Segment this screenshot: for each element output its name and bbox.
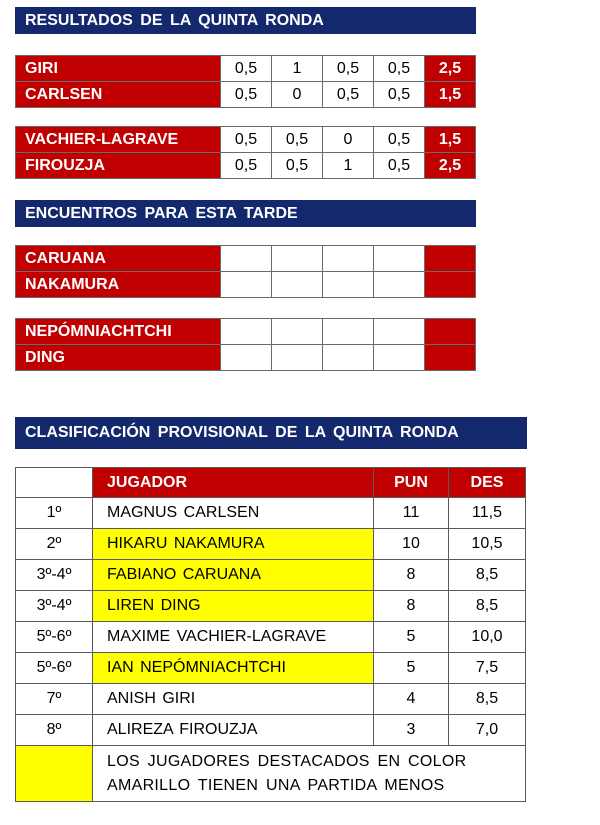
tiebreak-cell: 10,0 bbox=[449, 622, 526, 653]
total-score: 1,5 bbox=[425, 127, 476, 153]
tiebreak-cell: 10,5 bbox=[449, 529, 526, 560]
game-score: 1 bbox=[323, 153, 374, 179]
standings-title: CLASIFICACIÓN PROVISIONAL DE LA QUINTA RONDA bbox=[25, 424, 459, 441]
table-row bbox=[16, 715, 526, 746]
results-banner bbox=[15, 7, 476, 34]
legend-line-2: AMARILLO TIENEN UNA PARTIDA MENOS bbox=[107, 776, 445, 794]
tiebreak-cell: 8,5 bbox=[449, 684, 526, 715]
pairing-row bbox=[16, 319, 476, 345]
position-cell: 5º-6º bbox=[16, 622, 93, 653]
pairings-banner bbox=[15, 200, 476, 227]
standings-table bbox=[15, 467, 526, 802]
points-cell: 10 bbox=[374, 529, 449, 560]
player-cell: ANISH GIRI bbox=[93, 684, 374, 715]
standings-header-row bbox=[16, 468, 526, 498]
position-cell: 3º-4º bbox=[16, 560, 93, 591]
player-name: FIROUZJA bbox=[16, 153, 221, 179]
player-cell: ALIREZA FIROUZJA bbox=[93, 715, 374, 746]
total-score: 2,5 bbox=[425, 153, 476, 179]
empty-score-cell bbox=[323, 246, 374, 272]
points-cell: 11 bbox=[374, 498, 449, 529]
tiebreak-cell: 7,5 bbox=[449, 653, 526, 684]
game-score: 0 bbox=[323, 127, 374, 153]
points-cell: 4 bbox=[374, 684, 449, 715]
player-name: VACHIER-LAGRAVE bbox=[16, 127, 221, 153]
points-cell: 3 bbox=[374, 715, 449, 746]
empty-score-cell bbox=[374, 246, 425, 272]
points-column-header: PUN bbox=[374, 468, 449, 498]
player-cell: MAGNUS CARLSEN bbox=[93, 498, 374, 529]
points-cell: 8 bbox=[374, 591, 449, 622]
result-table-2 bbox=[15, 126, 476, 179]
table-row bbox=[16, 653, 526, 684]
tiebreak-column-header: DES bbox=[449, 468, 526, 498]
player-cell-highlighted: IAN NEPÓMNIACHTCHI bbox=[93, 653, 374, 684]
empty-score-cell bbox=[221, 345, 272, 371]
game-score: 0,5 bbox=[221, 82, 272, 108]
empty-score-cell bbox=[272, 272, 323, 298]
tiebreak-cell: 8,5 bbox=[449, 591, 526, 622]
empty-score-cell bbox=[323, 345, 374, 371]
tiebreak-cell: 11,5 bbox=[449, 498, 526, 529]
game-score: 0,5 bbox=[272, 153, 323, 179]
position-cell: 8º bbox=[16, 715, 93, 746]
table-row bbox=[16, 622, 526, 653]
position-cell: 1º bbox=[16, 498, 93, 529]
table-row bbox=[16, 560, 526, 591]
position-cell: 7º bbox=[16, 684, 93, 715]
game-score: 0,5 bbox=[323, 82, 374, 108]
player-column-header: JUGADOR bbox=[93, 468, 374, 498]
empty-score-cell bbox=[272, 319, 323, 345]
game-score: 0,5 bbox=[374, 127, 425, 153]
empty-total-cell bbox=[425, 319, 476, 345]
game-score: 0,5 bbox=[323, 56, 374, 82]
total-score: 2,5 bbox=[425, 56, 476, 82]
empty-score-cell bbox=[374, 272, 425, 298]
player-name: GIRI bbox=[16, 56, 221, 82]
legend-line-1: LOS JUGADORES DESTACADOS EN COLOR bbox=[107, 752, 467, 770]
empty-score-cell bbox=[272, 345, 323, 371]
legend-text bbox=[93, 746, 526, 802]
result-row bbox=[16, 153, 476, 179]
player-name: NEPÓMNIACHTCHI bbox=[16, 319, 221, 345]
game-score: 0,5 bbox=[221, 153, 272, 179]
pairing-table-1 bbox=[15, 245, 476, 298]
game-score: 0,5 bbox=[221, 56, 272, 82]
player-cell-highlighted: LIREN DING bbox=[93, 591, 374, 622]
position-cell: 3º-4º bbox=[16, 591, 93, 622]
player-cell-highlighted: HIKARU NAKAMURA bbox=[93, 529, 374, 560]
player-name: NAKAMURA bbox=[16, 272, 221, 298]
tiebreak-cell: 8,5 bbox=[449, 560, 526, 591]
result-row bbox=[16, 56, 476, 82]
game-score: 0,5 bbox=[272, 127, 323, 153]
empty-score-cell bbox=[323, 319, 374, 345]
pairing-row bbox=[16, 246, 476, 272]
game-score: 0,5 bbox=[374, 82, 425, 108]
results-title: RESULTADOS DE LA QUINTA RONDA bbox=[25, 12, 324, 29]
player-name: DING bbox=[16, 345, 221, 371]
result-row bbox=[16, 127, 476, 153]
position-cell: 2º bbox=[16, 529, 93, 560]
standings-banner bbox=[15, 417, 527, 449]
pairing-row bbox=[16, 272, 476, 298]
game-score: 0,5 bbox=[374, 153, 425, 179]
empty-score-cell bbox=[221, 272, 272, 298]
empty-score-cell bbox=[221, 246, 272, 272]
game-score: 0 bbox=[272, 82, 323, 108]
tiebreak-cell: 7,0 bbox=[449, 715, 526, 746]
pairings-title: ENCUENTROS PARA ESTA TARDE bbox=[25, 205, 298, 222]
pairing-row bbox=[16, 345, 476, 371]
empty-score-cell bbox=[374, 319, 425, 345]
table-row bbox=[16, 529, 526, 560]
empty-total-cell bbox=[425, 345, 476, 371]
table-row bbox=[16, 498, 526, 529]
pairing-table-2 bbox=[15, 318, 476, 371]
empty-total-cell bbox=[425, 272, 476, 298]
game-score: 0,5 bbox=[374, 56, 425, 82]
player-cell: MAXIME VACHIER-LAGRAVE bbox=[93, 622, 374, 653]
result-table-1 bbox=[15, 55, 476, 108]
total-score: 1,5 bbox=[425, 82, 476, 108]
legend-row bbox=[16, 746, 526, 802]
table-row bbox=[16, 684, 526, 715]
player-name: CARLSEN bbox=[16, 82, 221, 108]
player-cell-highlighted: FABIANO CARUANA bbox=[93, 560, 374, 591]
empty-score-cell bbox=[374, 345, 425, 371]
empty-score-cell bbox=[323, 272, 374, 298]
points-cell: 5 bbox=[374, 653, 449, 684]
result-row bbox=[16, 82, 476, 108]
points-cell: 5 bbox=[374, 622, 449, 653]
game-score: 0,5 bbox=[221, 127, 272, 153]
player-name: CARUANA bbox=[16, 246, 221, 272]
position-header-blank bbox=[16, 468, 93, 498]
empty-score-cell bbox=[272, 246, 323, 272]
empty-score-cell bbox=[221, 319, 272, 345]
game-score: 1 bbox=[272, 56, 323, 82]
empty-total-cell bbox=[425, 246, 476, 272]
table-row bbox=[16, 591, 526, 622]
legend-color-swatch bbox=[16, 746, 93, 802]
points-cell: 8 bbox=[374, 560, 449, 591]
position-cell: 5º-6º bbox=[16, 653, 93, 684]
